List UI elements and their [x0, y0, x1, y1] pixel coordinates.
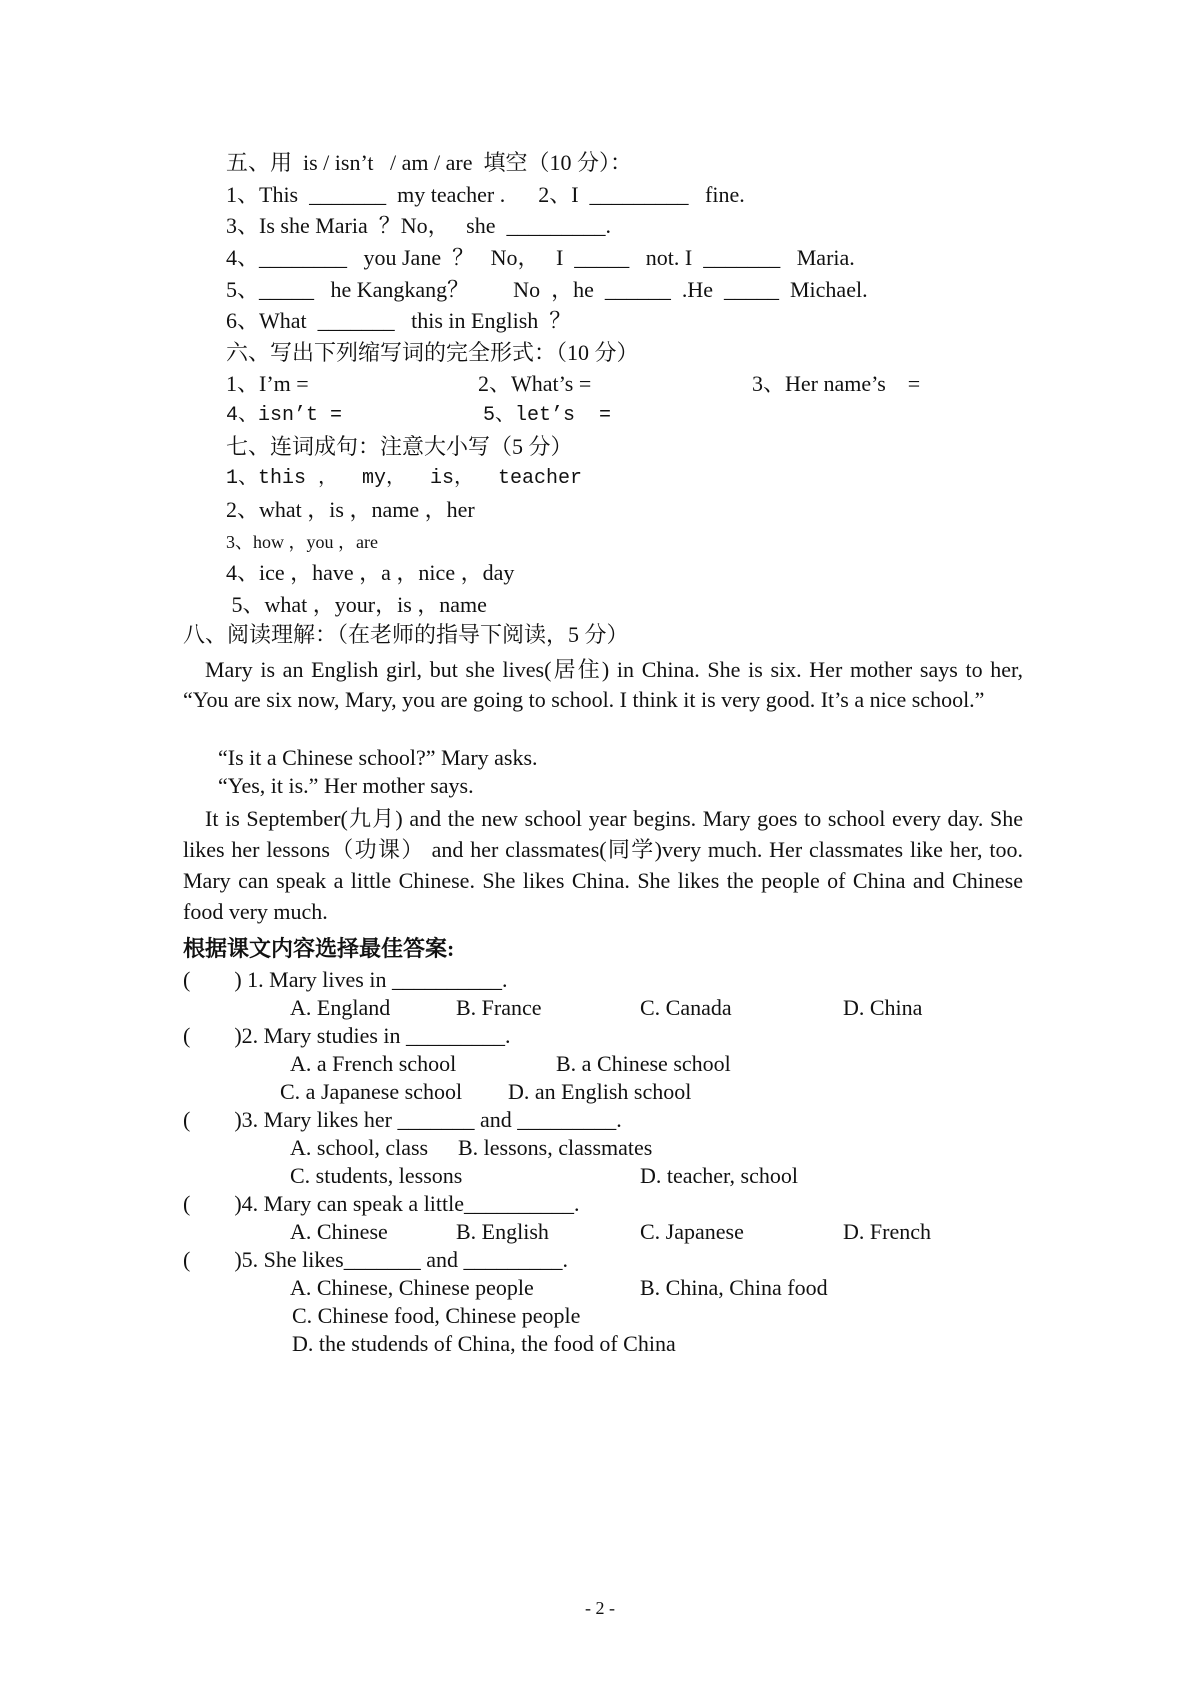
q5-option-d: D. the studends of China, the food of China: [292, 1331, 676, 1356]
section6-title: 六、写出下列缩写词的完全形式：（10 分）: [226, 340, 639, 365]
reading-paragraph-2: “Is it a Chinese school?” Mary asks.: [218, 745, 538, 770]
section6-item-4: 4、isn’t =: [226, 404, 343, 427]
reading-paragraph-3: “Yes, it is.” Her mother says.: [218, 773, 474, 798]
reading-paragraph-4: It is September(九月) and the new school year begins. Mary goes to school every day. She likes her lessons（功课） and her classmates(同学)very much. Her classmates like her, too. Mary can speak a little Chinese. She likes China. She likes the people of China and Chinese food very much.: [183, 806, 1023, 924]
section5-title: 五、用 is / isn’t / am / are 填空（10 分）：: [226, 150, 632, 175]
page-number: - 2 -: [585, 1598, 615, 1618]
section7-line-1: 1、this ， my， is， teacher: [226, 467, 583, 490]
reading-paragraph-1: Mary is an English girl, but she lives(居住) in China. She is six. Her mother says to her, “You are six now, Mary, you are going to school. I think it is very good. It’s a nice school.”: [183, 657, 1023, 712]
section7-line-3: 3、how ，you ，are: [226, 532, 378, 552]
section6-item-3: 3、Her name’s =: [752, 371, 921, 396]
section7-line-5: 5、what ，your，is ，name: [226, 592, 487, 617]
q5-option-a: A. Chinese, Chinese people: [290, 1275, 534, 1300]
section6-item-5: 5、let’s =: [483, 404, 612, 427]
section5-line-1: 1、This _______ my teacher . 2、I _________ fine.: [226, 182, 745, 207]
question-5: ( )5. She likes_______ and _________.: [183, 1247, 568, 1272]
q2-option-b: B. a Chinese school: [556, 1051, 731, 1076]
section5-line-5: 6、What _______ this in English ？: [226, 308, 572, 333]
section5-line-4: 5、_____ he Kangkang？ No ，he ______ .He _____ Michael.: [226, 277, 868, 302]
q2-option-a: A. a French school: [290, 1051, 457, 1076]
q5-option-c: C. Chinese food, Chinese people: [292, 1303, 581, 1328]
q4-option-d: D. French: [843, 1219, 931, 1244]
section6-item-2: 2、What’s =: [478, 371, 592, 396]
question-4: ( )4. Mary can speak a little__________.: [183, 1191, 580, 1216]
q4-option-c: C. Japanese: [640, 1219, 744, 1244]
q1-option-c: C. Canada: [640, 995, 732, 1020]
section7-line-2: 2、what ，is ，name ，her: [226, 497, 475, 522]
section7-title: 七、连词成句：注意大小写（5 分）: [226, 434, 573, 459]
instruction: 根据课文内容选择最佳答案:: [183, 936, 455, 961]
q3-option-d: D. teacher, school: [640, 1163, 798, 1188]
section6-item-1: 1、I’m =: [226, 371, 309, 396]
q1-option-d: D. China: [843, 995, 923, 1020]
q1-option-a: A. England: [290, 995, 391, 1020]
q3-option-c: C. students, lessons: [290, 1163, 463, 1188]
section8-title: 八、阅读理解：（在老师的指导下阅读，5 分）: [183, 622, 629, 647]
q5-option-b: B. China, China food: [640, 1275, 828, 1300]
q1-option-b: B. France: [456, 995, 542, 1020]
question-3: ( )3. Mary likes her _______ and _________.: [183, 1107, 622, 1132]
q2-option-c: C. a Japanese school: [280, 1079, 463, 1104]
q2-option-d: D. an English school: [508, 1079, 692, 1104]
section5-line-3: 4、________ you Jane ？ No， I _____ not. I _______ Maria.: [226, 245, 855, 270]
q3-option-a: A. school, class: [290, 1135, 429, 1160]
q4-option-a: A. Chinese: [290, 1219, 388, 1244]
question-2: ( )2. Mary studies in _________.: [183, 1023, 511, 1048]
q4-option-b: B. English: [456, 1219, 549, 1244]
section5-line-2: 3、Is she Maria ？No， she _________.: [226, 213, 611, 238]
q3-option-b: B. lessons, classmates: [458, 1135, 653, 1160]
question-1: ( ) 1. Mary lives in __________.: [183, 967, 508, 992]
section7-line-4: 4、ice ，have ，a ，nice ，day: [226, 560, 515, 585]
